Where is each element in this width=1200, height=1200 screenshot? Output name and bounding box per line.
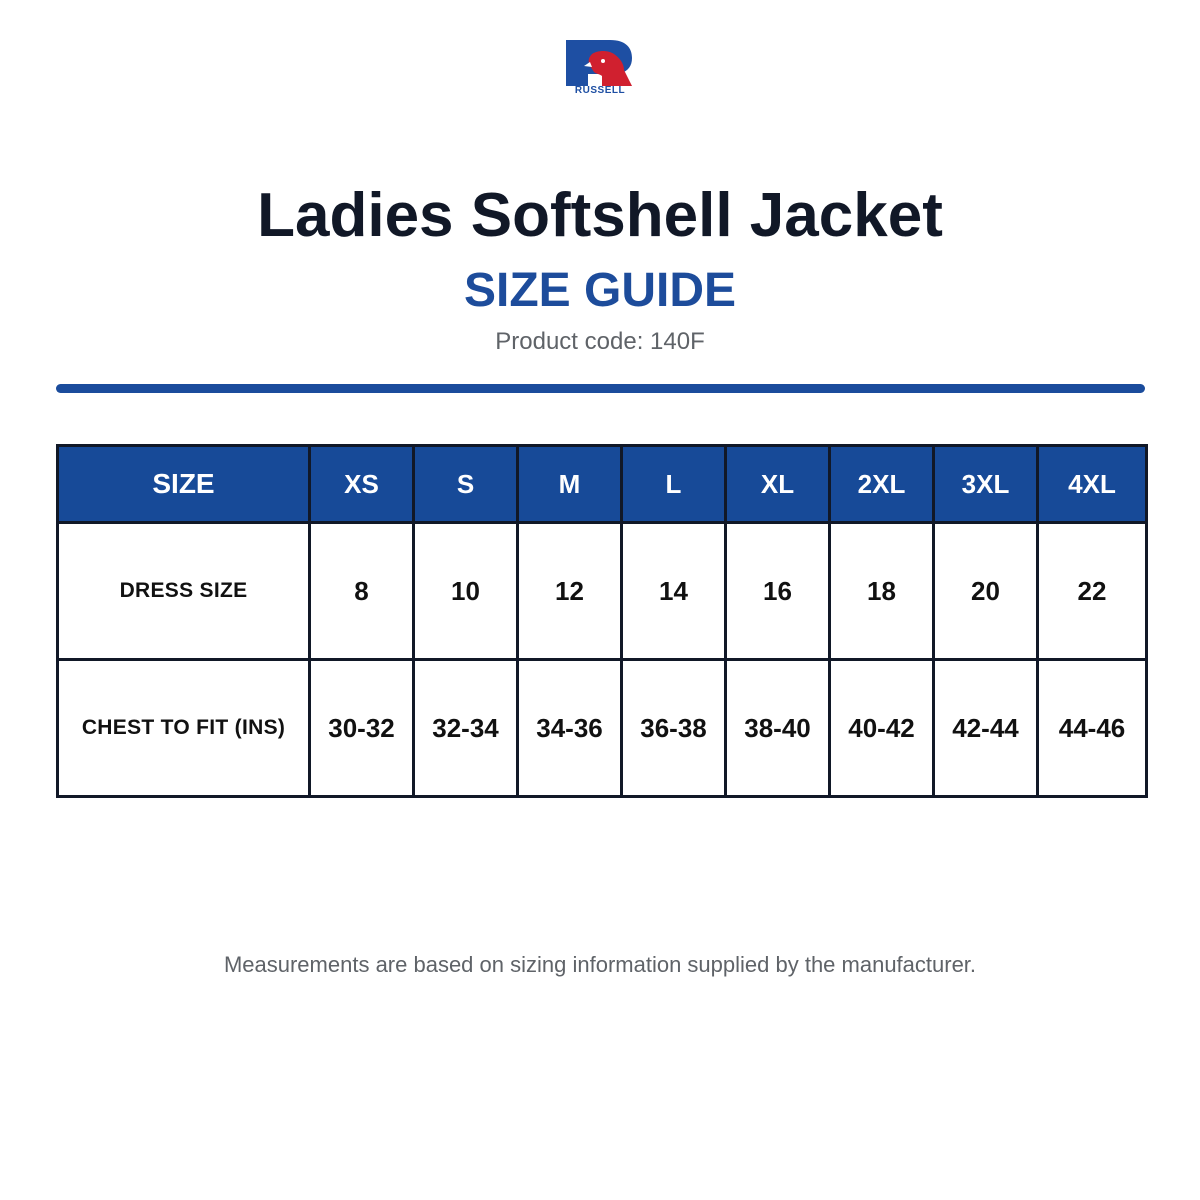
- header-size-2xl: 2XL: [830, 446, 934, 523]
- size-table: [56, 444, 1148, 798]
- header-size-xl: XL: [726, 446, 830, 523]
- header-size-xs: XS: [310, 446, 414, 523]
- table-cell: 18: [830, 523, 934, 660]
- divider: [56, 384, 1145, 393]
- row-label: CHEST TO FIT (INS): [58, 660, 310, 797]
- page-title: Ladies Softshell Jacket: [257, 181, 943, 250]
- table-cell: 20: [934, 523, 1038, 660]
- table-row-chest: [58, 660, 1147, 797]
- table-cell: 14: [622, 523, 726, 660]
- table-cell: 32-34: [414, 660, 518, 797]
- header-size-label: SIZE: [58, 446, 310, 523]
- row-label: DRESS SIZE: [58, 523, 310, 660]
- table-cell: 16: [726, 523, 830, 660]
- table-cell: 40-42: [830, 660, 934, 797]
- page-subtitle: SIZE GUIDE: [463, 264, 737, 317]
- footnote: Measurements are based on sizing information supplied by the manufacturer.: [223, 952, 977, 977]
- table-cell: 42-44: [934, 660, 1038, 797]
- table-cell: 38-40: [726, 660, 830, 797]
- header-size-l: L: [622, 446, 726, 523]
- logo-wordmark: RUSSELL: [574, 85, 626, 96]
- header-size-3xl: 3XL: [934, 446, 1038, 523]
- table-cell: 12: [518, 523, 622, 660]
- table-cell: 34-36: [518, 660, 622, 797]
- header-size-4xl: 4XL: [1038, 446, 1147, 523]
- table-cell: 36-38: [622, 660, 726, 797]
- product-code: Product code: 140F: [495, 328, 705, 355]
- table-header-row: [58, 446, 1147, 523]
- table-cell: 10: [414, 523, 518, 660]
- header-size-s: S: [414, 446, 518, 523]
- table-cell: 44-46: [1038, 660, 1147, 797]
- header-size-m: M: [518, 446, 622, 523]
- table-cell: 8: [310, 523, 414, 660]
- table-cell: 30-32: [310, 660, 414, 797]
- table-cell: 22: [1038, 523, 1147, 660]
- table-row-dress-size: [58, 523, 1147, 660]
